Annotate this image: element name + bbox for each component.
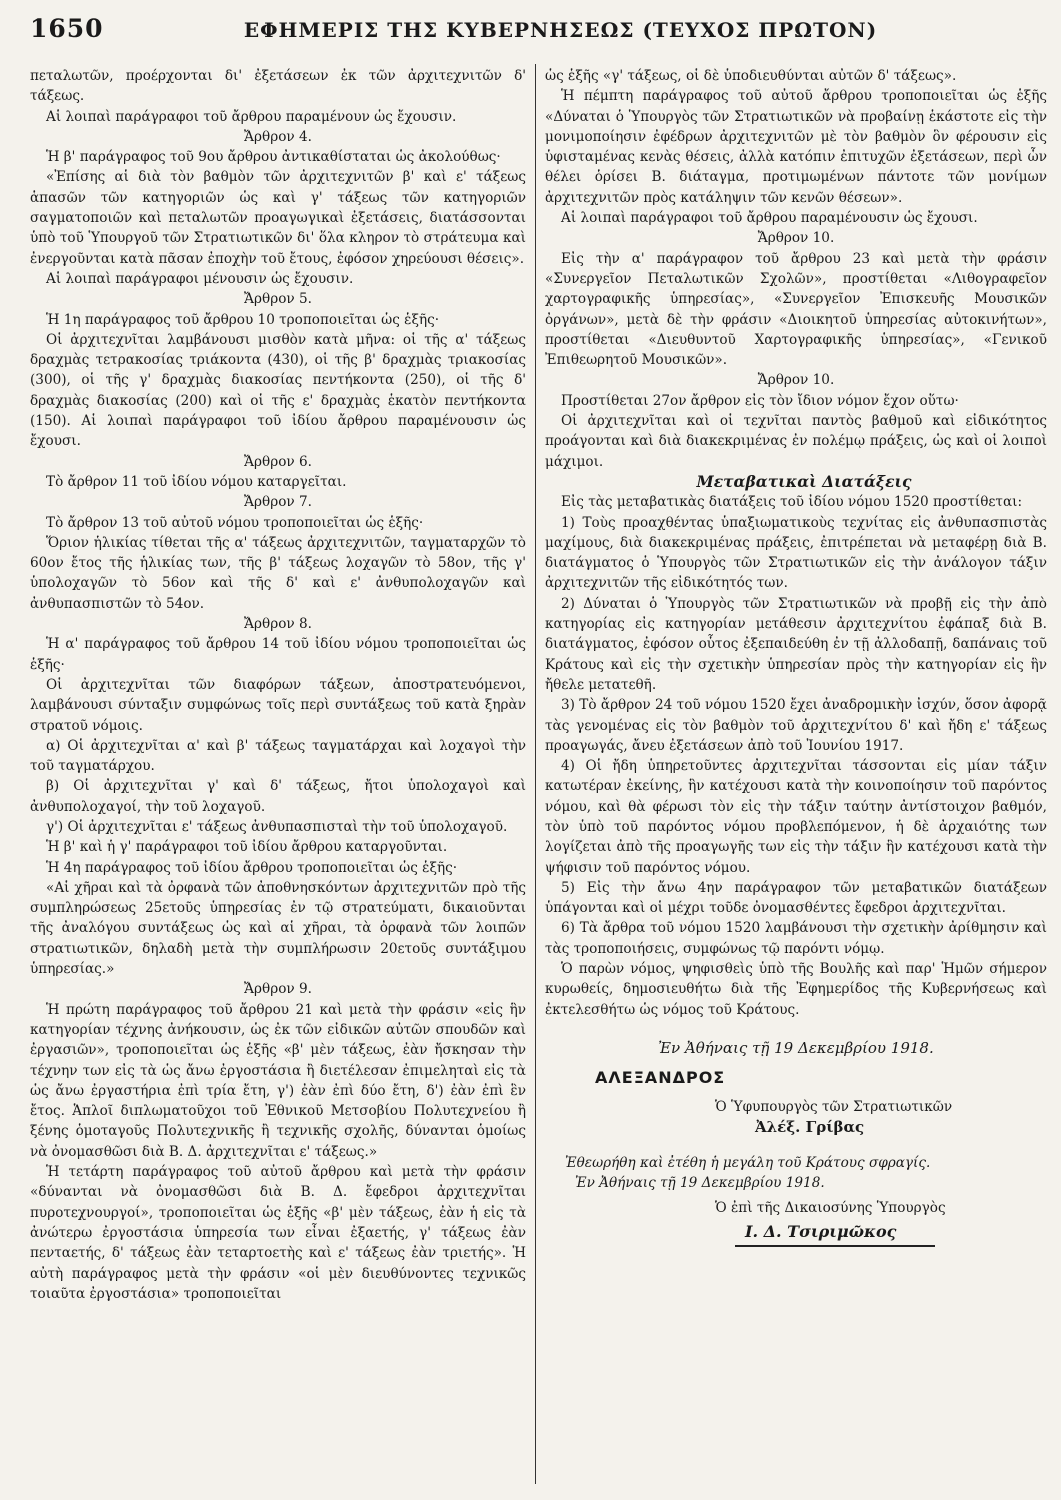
signing-date: Ἐν Ἀθήναις τῇ 19 Δεκεμβρίου 1918.: [658, 1038, 934, 1057]
paragraph: Ἡ πέμπτη παράγραφος τοῦ αὐτοῦ ἄρθρου τροποποιεῖται ὡς ἑξῆς «Δύναται ὁ Ὑπουργὸς τῶν Στρατιωτικῶν νὰ προβαίνῃ ἑκάστοτε εἰς τὴν μονιμοποίησιν ἐφέδρων ἀρχιτεχνιτῶν μὲ τὸν βαθμὸν ὃν φέρουσιν εἰς ὑφισταμένας κενὰς θέσεις, ἀλλὰ κατόπιν ἐπιτυχῶν ἐξετάσεων, περὶ ὧν θέλει ὁρίσει Β. διάταγμα, προτιμωμένων πάντοτε τῶν μονίμων ἀρχιτεχνιτῶν πρὸς κατάληψιν τῶν κενῶν θέσεων».: [545, 88, 1047, 206]
paragraph: 6) Τὰ ἄρθρα τοῦ νόμου 1520 λαμβάνουσι τὴν σχετικὴν ἀρίθμησιν καὶ τὰς τροποποιήσεις, συμφώνως τῷ παρόντι νόμῳ.: [545, 920, 1047, 957]
article-heading: Ἄρθρον 6.: [244, 453, 312, 470]
paragraph: β) Οἱ ἀρχιτεχνῖται γ' καὶ δ' τάξεως, ἤτοι ὑπολοχαγοὶ καὶ ἀνθυπολοχαγοί, τὴν τοῦ λοχαγοῦ.: [30, 778, 526, 815]
paragraph: Οἱ ἀρχιτεχνῖται τῶν διαφόρων τάξεων, ἀποστρατευόμενοι, λαμβάνουσι σύνταξιν συμφώνως τοῖς περὶ συντάξεως τοῦ κατὰ ξηρὰν στρατοῦ νόμοις.: [30, 676, 526, 734]
section-title: Μεταβατικαὶ Διατάξεις: [696, 471, 912, 491]
paragraph: Οἱ ἀρχιτεχνῖται λαμβάνουσι μισθὸν κατὰ μῆνα: οἱ τῆς α' τάξεως δραχμὰς τετρακοσίας τριάκοντα (430), οἱ τῆς β' δραχμὰς τριακοσίας (300), οἱ τῆς γ' δραχμὰς διακοσίας πεντήκοντα (250), οἱ τῆς δ' δραχμὰς διακοσίας (200) καὶ οἱ τῆς ε' δραχμὰς ἑκατὸν πεντήκοντα (150). Αἱ λοιπαὶ παράγραφοι τοῦ ἰδίου ἄρθρου παραμένουσιν ὡς ἔχουσι.: [30, 331, 526, 450]
gazette-title: ΕΦΗΜΕΡΙΣ ΤΗΣ ΚΥΒΕΡΝΗΣΕΩΣ (ΤΕΥΧΟΣ ΠΡΩΤΟΝ): [243, 18, 878, 42]
paragraph: Ἡ α' παράγραφος τοῦ ἄρθρου 14 τοῦ ἰδίου νόμου τροποποιεῖται ὡς ἑξῆς·: [30, 636, 526, 673]
paragraph: 1) Τοὺς προαχθέντας ὑπαξιωματικοὺς τεχνίτας εἰς ἀνθυπασπιστὰς μαχίμους, διὰ διακεκριμένας πράξεις, ἐπιτρέπεται νὰ μεταφέρῃ διὰ Β. διατάγματος ὁ Ὑπουργὸς τῶν Στρατιωτικῶν εἰς τὴν ἀνάλογον τάξιν ἀρχιτεχνιτῶν τῆς εἰδικότητός των.: [545, 514, 1047, 592]
article-heading: Ἄρθρον 9.: [244, 981, 312, 998]
justice-minister-title: Ὁ ἐπὶ τῆς Δικαιοσύνης Ὑπουργὸς: [715, 1199, 946, 1216]
paragraph: Προστίθεται 27ον ἄρθρον εἰς τὸν ἴδιον νόμον ἔχον οὕτω·: [561, 392, 959, 409]
paragraph: ὡς ἑξῆς «γ' τάξεως, οἱ δὲ ὑποδιευθύνται αὐτῶν δ' τάξεως».: [545, 68, 957, 84]
paragraph: 3) Τὸ ἄρθρον 24 τοῦ νόμου 1520 ἔχει ἀναδρομικὴν ἰσχύν, ὅσον ἀφορᾷ τὰς γενομένας εἰς τὸν βαθμὸν τοῦ ἀρχιτεχνίτου δ' καὶ ἤδη ε' τάξεως προαγωγάς, ἄνευ ἐξετάσεων ἀπὸ τοῦ Ἰουνίου 1917.: [545, 697, 1047, 754]
paragraph: 2) Δύναται ὁ Ὑπουργὸς τῶν Στρατιωτικῶν νὰ προβῇ εἰς τὴν ἀπὸ κατηγορίας εἰς κατηγορίαν μετάθεσιν ἀρχιτεχνίτου ἐφάπαξ διὰ Β. διατάγματος, ἐφόσον οὗτος ἐξεπαιδεύθη ἐν τῇ ἀλλοδαπῇ, δαπάναις τοῦ Κράτους καὶ εἰς τὴν σχετικὴν ὑπηρεσίαν πρὸς τὴν κατηγορίαν εἰς ἣν ἤθελε μετατεθῆ.: [545, 595, 1047, 693]
paragraph: Ἡ τετάρτη παράγραφος τοῦ αὐτοῦ ἄρθρου καὶ μετὰ τὴν φράσιν «δύνανται νὰ ὀνομασθῶσι διὰ Β. Δ. ἔφεδροι ἀρχιτεχνῖται πυροτεχνουργοί», τροποποιεῖται ὡς ἑξῆς «β' μὲν τάξεως, ἐὰν ἡ εἰς τὰ ἀνώτερω ἐργοστάσια ὑπηρεσία των εἶναι ἐξαετής, γ' τάξεως ἐὰν πενταετής, δ' τάξεως ἐὰν τεταρτοετὴς καὶ ε' τάξεως ἐὰν τριετής». Ἡ αὐτὴ παράγραφος μετὰ τὴν φράσιν «οἱ μὲν διευθύνοντες τεχνικῶς τοιαῦτα ἐργοστάσια» τροποποιεῖται: [30, 1164, 526, 1302]
paragraph: Ὁ παρὼν νόμος, ψηφισθεὶς ὑπὸ τῆς Βουλῆς καὶ παρ' Ἡμῶν σήμερον κυρωθείς, δημοσιευθήτω διὰ τῆς Ἐφημερίδος τῆς Κυβερνήσεως καὶ ἐκτελεσθήτω ὡς νόμος τοῦ Κράτους.: [545, 961, 1047, 1018]
paragraph: Ἡ 4η παράγραφος τοῦ ἰδίου ἄρθρου τροποποιεῖται ὡς ἑξῆς·: [46, 859, 458, 876]
article-heading: Ἄρθρον 10.: [757, 230, 835, 247]
column-divider: [535, 64, 536, 1484]
paragraph: Ἡ β' παράγραφος τοῦ 9ου ἄρθρου ἀντικαθίσταται ὡς ἀκολούθως·: [46, 149, 501, 166]
paragraph: Ἡ β' καὶ ἡ γ' παράγραφοι τοῦ ἰδίου ἄρθρου καταργοῦνται.: [46, 839, 448, 856]
paragraph: Οἱ ἀρχιτεχνῖται καὶ οἱ τεχνῖται παντὸς βαθμοῦ καὶ εἰδικότητος προάγονται καὶ διὰ διακεκριμένας ἐν πολέμῳ πράξεις, ὡς καὶ οἱ λοιποὶ μάχιμοι.: [545, 413, 1047, 470]
signature-underline: [735, 1245, 935, 1247]
paragraph: Τὸ ἄρθρον 11 τοῦ ἰδίου νόμου καταργεῖται.: [46, 473, 347, 490]
paragraph: α) Οἱ ἀρχιτεχνῖται α' καὶ β' τάξεως ταγματάρχαι καὶ λοχαγοὶ τὴν τοῦ ταγματάρχου.: [30, 737, 526, 775]
paragraph: Αἱ λοιπαὶ παράγραφοι τοῦ ἄρθρου παραμένουσιν ὡς ἔχουσι.: [561, 210, 978, 227]
article-heading: Ἄρθρον 4.: [244, 128, 312, 145]
paragraph: Εἰς τὴν α' παράγραφον τοῦ ἄρθρου 23 καὶ μετὰ τὴν φράσιν «Συνεργεῖον Πεταλωτικῶν Σχολῶν», προστίθεται «Λιθογραφεῖον χαρτογραφικῆς ὑπηρεσίας», «Συνεργεῖον Ἐπισκευῆς Μουσικῶν ὀργάνων», μετὰ δὲ τὴν φράσιν «Διοικητοῦ ὑπηρεσίας αὐτοκινήτων», προστίθεται «Διευθυντοῦ Χαρτογραφικῆς ὑπηρεσίας», «Γενικοῦ Ἐπιθεωρητοῦ Μουσικῶν».: [545, 250, 1047, 369]
paragraph: Ἡ πρώτη παράγραφος τοῦ ἄρθρου 21 καὶ μετὰ τὴν φράσιν «εἰς ἣν κατηγορίαν τέχνης ἀνήκουσιν, ὡς ἐκ τῶν εἰδικῶν αὐτῶν σπουδῶν καὶ ἐργασιῶν», τροποποιεῖται ὡς ἑξῆς «β' μὲν τάξεως, ἐὰν ἤσκησαν τὴν τέχνην των εἰς τὰ ὡς ἄνω ἐργοστάσια ἢ διετέλεσαν ἐπιμεληταὶ εἰς τὰ ὡς ἄνω ἐργαστήρια ἐπὶ τρία ἔτη, γ') ἐὰν ἐπὶ δύο ἔτη, δ') ἐὰν ἐπὶ ἓν ἔτος. Ἁπλοῖ διπλωματοῦχοι τοῦ Ἐθνικοῦ Μετσοβίου Πολυτεχνείου ἢ ξένης ὁμοταγοῦς Πολυτεχνικῆς ἢ τεχνικῆς σχολῆς, δύνανται ὁμοίως νὰ ὀνομασθῶσι διὰ Β. Δ. ἀρχιτεχνῖται ε' τάξεως.»: [30, 1001, 526, 1160]
paragraph: πεταλωτῶν, προέρχονται δι' ἐξετάσεων ἐκ τῶν ἀρχιτεχνιτῶν δ' τάξεως.: [30, 68, 526, 105]
article-heading: Ἄρθρον 10.: [757, 372, 835, 389]
paragraph: Εἰς τὰς μεταβατικὰς διατάξεις τοῦ ἰδίου νόμου 1520 προστίθεται:: [561, 494, 1023, 511]
paragraph: «Ἐπίσης αἱ διὰ τὸν βαθμὸν τῶν ἀρχιτεχνιτῶν β' καὶ ε' τάξεως ἁπασῶν τῶν κατηγοριῶν ὡς καὶ γ' τάξεως τῶν κατηγοριῶν σαγματοποιῶν καὶ πεταλωτῶν προαγωγικαὶ ἐξετάσεις, διατάσσονται ὑπὸ τοῦ Ὑπουργοῦ τῶν Στρατιωτικῶν δι' ὅλα κληρον τὸ στράτευμα καὶ ἐνεργοῦνται κατὰ πᾶσαν ἐποχὴν τοῦ ἔτους, ἐφόσον χηρεύουσι θέσεις».: [30, 169, 526, 267]
minister-name: Ἀλέξ. Γρίβας: [755, 1117, 865, 1136]
page-header: [30, 14, 1031, 50]
paragraph: Ἡ 1η παράγραφος τοῦ ἄρθρου 10 τροποποιεῖται ὡς ἑξῆς·: [46, 311, 440, 328]
paragraph: Αἱ λοιπαὶ παράγραφοι τοῦ ἄρθρου παραμένουν ὡς ἔχουσιν.: [46, 108, 457, 125]
justice-minister-name: Ι. Δ. Τσιριμῶκος: [745, 1222, 897, 1242]
left-column: [30, 66, 526, 1304]
seal-date: Ἐν Ἀθήναις τῇ 19 Δεκεμβρίου 1918.: [575, 1175, 825, 1192]
right-column: [545, 66, 1047, 1247]
paragraph: Τὸ ἄρθρον 13 τοῦ αὐτοῦ νόμου τροποποιεῖται ὡς ἑξῆς·: [46, 514, 424, 531]
article-heading: Ἄρθρον 7.: [244, 494, 312, 511]
paragraph: Αἱ λοιπαὶ παράγραφοι μένουσιν ὡς ἔχουσιν.: [46, 270, 354, 287]
paragraph: 4) Οἱ ἤδη ὑπηρετοῦντες ἀρχιτεχνῖται τάσσονται εἰς μίαν τάξιν κατωτέραν ἐκείνης, ἣν κατέχουσι κατὰ τὴν κοινοποίησιν τοῦ παρόντος νόμου, καὶ θὰ φέρωσι τὸν εἰς τὴν τάξιν ταύτην ἀντίστοιχον βαθμόν, τὸν ὑπὸ τοῦ παρόντος νόμου προβλεπόμενον, ἡ δὲ ἀρχαιότης των λογίζεται ἀπὸ τῆς προαγωγῆς των εἰς τὴν τάξιν ἣν κατέχουσι κατὰ τὴν ψήφισιν τοῦ παρόντος νόμου.: [545, 758, 1047, 876]
paragraph: 5) Εἰς τὴν ἄνω 4ην παράγραφον τῶν μεταβατικῶν διατάξεων ὑπάγονται καὶ οἱ μέχρι τοῦδε ὀνομασθέντες ἔφεδροι ἀρχιτεχνῖται.: [545, 879, 1047, 917]
king-signature: ΑΛΕΞΑΝΔΡΟΣ: [595, 1068, 726, 1088]
paragraph: γ') Οἱ ἀρχιτεχνῖται ε' τάξεως ἀνθυπασπισταὶ τὴν τοῦ ὑπολοχαγοῦ.: [46, 818, 508, 835]
page-number: 1650: [30, 14, 104, 43]
article-heading: Ἄρθρον 5.: [244, 291, 312, 308]
paragraph: «Αἱ χῆραι καὶ τὰ ὀρφανὰ τῶν ἀποθνησκόντων ἀρχιτεχνιτῶν πρὸ τῆς συμπληρώσεως 25ετοῦς ὑπηρεσίας ἐν τῷ στρατεύματι, δικαιοῦνται τῆς ἀναλόγου συντάξεως ὡς καὶ αἱ χῆραι, τὰ ὀρφανὰ τῶν λοιπῶν στρατιωτικῶν, δηλαδὴ μετὰ τὴν συμπλήρωσιν 20ετοῦς συντάξιμου ὑπηρεσίας.»: [30, 879, 526, 978]
seal-statement: Ἐθεωρήθη καὶ ἐτέθη ἡ μεγάλη τοῦ Κράτους σφραγίς.: [565, 1155, 931, 1172]
article-heading: Ἄρθρον 8.: [244, 616, 312, 633]
minister-title: Ὁ Ὑφυπουργὸς τῶν Στρατιωτικῶν: [715, 1098, 953, 1115]
paragraph: Ὅριον ἡλικίας τίθεται τῆς α' τάξεως ἀρχιτεχνιτῶν, ταγματαρχῶν τὸ 60ον ἔτος τῆς ἡλικίας των, τῆς β' τάξεως λοχαγῶν τὸ 58ον, τῆς γ' ὑπολοχαγῶν τὸ 56ον καὶ τῆς δ' καὶ ε' ἀνθυπολοχαγῶν καὶ ἀνθυπασπιστῶν τὸ 54ον.: [30, 534, 526, 612]
